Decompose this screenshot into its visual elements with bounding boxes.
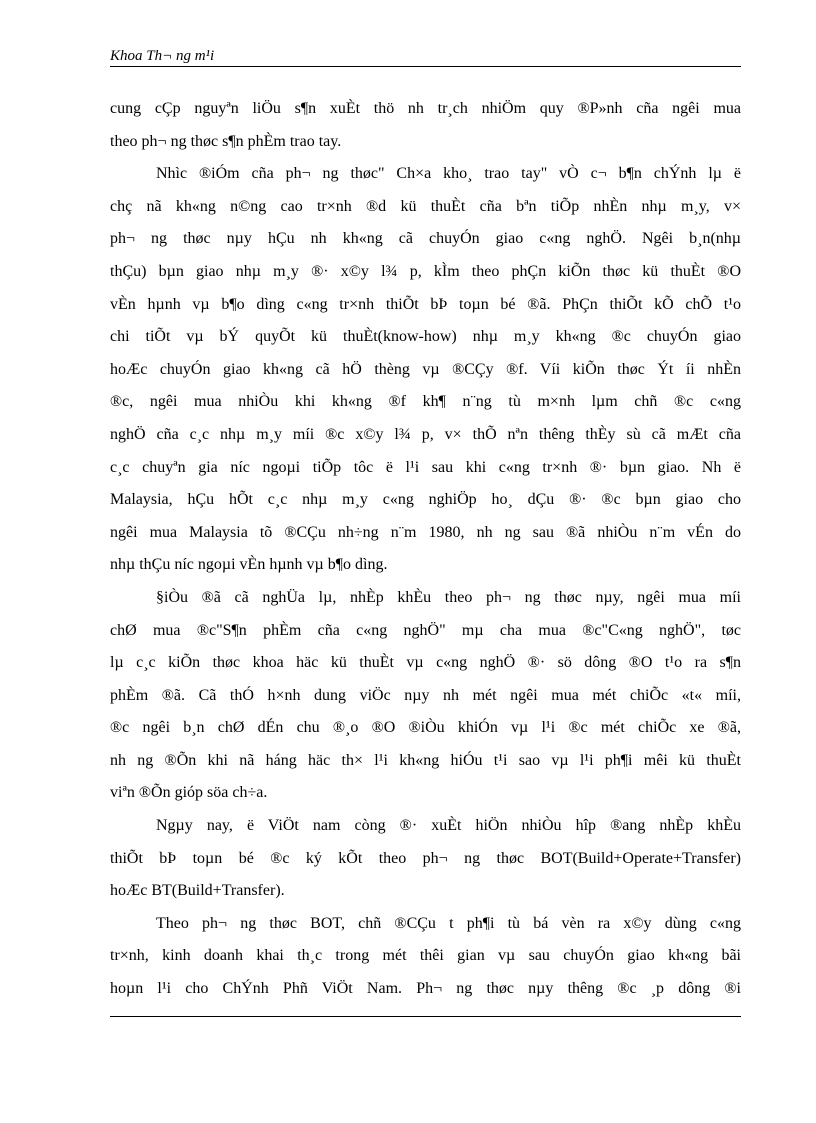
document-body — [110, 93, 741, 1006]
header-divider — [110, 66, 741, 67]
paragraph-line: ph¬ ng thøc nµy hÇu nh kh«ng cã chuyÓn giao c«ng nghÖ. Ngêi b¸n(nhµ — [110, 230, 741, 248]
paragraph-line: ngêi mua Malaysia tõ ®CÇu nh÷ng n¨m 1980, nh ng sau ®ã nhiÒu n¨m vÉn do — [110, 523, 741, 541]
paragraph-line: ®c, ngêi mua nhiÒu khi kh«ng ®f kh¶ n¨ng tù m×nh lµm chñ ®c c«ng — [110, 393, 741, 411]
paragraph-line: Malaysia, hÇu hÕt c¸c nhµ m¸y c«ng nghiÖp ho¸ dÇu ®· ®c bµn giao cho — [110, 491, 741, 509]
paragraph-line: ®c ngêi b¸n chØ dÉn chu ®¸o ®O ®iÒu khiÓn vµ l¹i ®c mét chiÕc xe ®ã, — [110, 719, 741, 737]
paragraph-line: c¸c chuyªn gia níc ngoµi tiÕp tôc ë l¹i sau khi c«ng tr×nh ®· bµn giao. Nh ë — [110, 458, 741, 476]
paragraph-line: chç nã kh«ng n©ng cao tr×nh ®d kü thuÈt cña bªn tiÕp nhÈn nhµ m¸y, v× — [110, 197, 741, 215]
paragraph-line: nhµ thÇu níc ngoµi vÈn hµnh vµ b¶o dìng. — [110, 556, 388, 574]
paragraph-line: Ngµy nay, ë ViÖt nam còng ®· xuÈt hiÖn nhiÒu hîp ®ang nhÈp khÈu — [156, 817, 741, 835]
paragraph-line: theo ph¬ ng thøc s¶n phÈm trao tay. — [110, 132, 342, 150]
paragraph-line: hoÆc chuyÓn giao kh«ng cã hÖ thèng vµ ®CÇy ®f. Víi kiÕn thøc Ýt íi nhÈn — [110, 360, 741, 378]
paragraph-line: lµ c¸c kiÕn thøc khoa häc kü thuÈt vµ c«ng nghÖ ®· sö dông ®O t¹o ra s¶n — [110, 654, 741, 672]
paragraph-line: chØ mua ®c"S¶n phÈm cña c«ng nghÖ" mµ cha mua ®c"C«ng nghÖ", tøc — [110, 621, 741, 639]
paragraph-line: vÈn hµnh vµ b¶o dìng c«ng tr×nh thiÕt bÞ toµn bé ®ã. PhÇn thiÕt kÕ chÕ t¹o — [110, 295, 741, 313]
paragraph-line: hoÆc BT(Build+Transfer). — [110, 882, 285, 900]
paragraph-line: viªn ®Õn gióp söa ch÷a. — [110, 784, 268, 802]
paragraph-line: thÇu) bµn giao nhµ m¸y ®· x©y l¾ p, kÌm theo phÇn kiÕn thøc kü thuÈt ®O — [110, 262, 741, 280]
paragraph-line: Nhìc ®iÓm cña ph¬ ng thøc" Ch×a kho¸ trao tay" vÒ c¬ b¶n chÝnh lµ ë — [156, 165, 741, 183]
paragraph-line: nh ng ®Õn khi nã háng häc th× l¹i kh«ng hiÓu t¹i sao vµ l¹i ph¶i mêi kü thuÈt — [110, 751, 741, 769]
paragraph-line: nghÖ cña c¸c nhµ m¸y míi ®c x©y l¾ p, v× thÕ nªn thêng thÈy sù cã mÆt cña — [110, 425, 741, 443]
paragraph-line: chi tiÕt vµ bÝ quyÕt kü thuÈt(know-how) nhµ m¸y kh«ng ®c chuyÓn giao — [110, 328, 741, 346]
paragraph-line: cung cÇp nguyªn liÖu s¶n xuÈt thö nh tr¸ch nhiÖm quy ®P»nh cña ngêi mua — [110, 100, 741, 117]
paragraph-line: hoµn l¹i cho ChÝnh Phñ ViÖt Nam. Ph¬ ng thøc nµy thêng ®c ¸p dông ®i — [110, 980, 741, 998]
footer-divider — [110, 1016, 741, 1017]
paragraph-line: Theo ph¬ ng thøc BOT, chñ ®CÇu t ph¶i tù bá vèn ra x©y dùng c«ng — [156, 914, 741, 932]
paragraph-line: §iÒu ®ã cã nghÜa lµ, nhÈp khÈu theo ph¬ ng thøc nµy, ngêi mua míi — [156, 588, 741, 606]
page-header: Khoa Th¬ ng m¹i — [110, 48, 215, 64]
paragraph-line: phÈm ®ã. Cã thÓ h×nh dung viÖc nµy nh mét ngêi mua mét chiÕc «t« míi, — [110, 686, 741, 704]
paragraph-line: tr×nh, kinh doanh khai th¸c trong mét thêi gian vµ sau chuyÓn giao kh«ng bãi — [110, 947, 741, 965]
paragraph-line: thiÕt bÞ toµn bé ®c ký kÕt theo ph¬ ng thøc BOT(Build+Operate+Transfer) — [110, 849, 741, 867]
